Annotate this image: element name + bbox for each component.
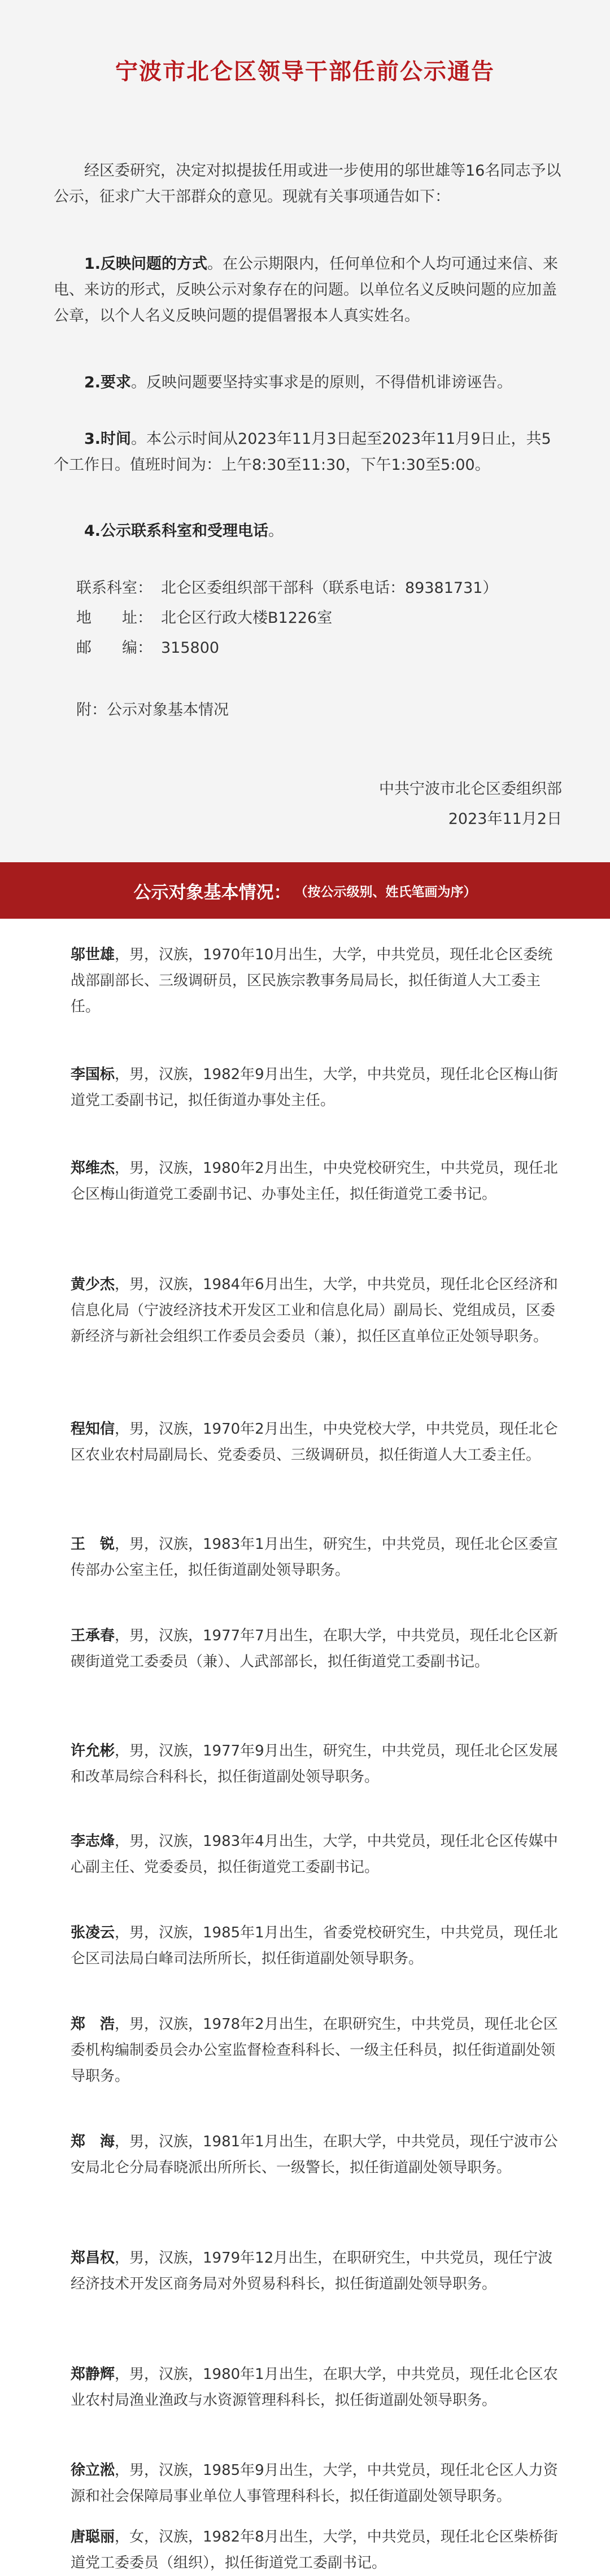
person-entry: [71, 2129, 559, 2181]
person-desc: ，男，汉族，1979年12月出生，在职研究生，中共党员，现任宁波经济技术开发区商务局对外贸易科科长，拟任街道副处领导职务。: [71, 2250, 553, 2293]
person-entry: [71, 2457, 559, 2509]
person-name: 张凌云: [71, 1924, 115, 1941]
person-entry: [71, 1920, 559, 1972]
person-desc: ，男，汉族，1977年7月出生，在职大学，中共党员，现任北仑区新碶街道党工委委员（兼）、人武部部长，拟任街道党工委副书记。: [71, 1627, 558, 1670]
person-desc: ，男，汉族，1985年9月出生，大学，中共党员，现任北仑区人力资源和社会保障局事业单位人事管理科科长，拟任街道副处领导职务。: [71, 2462, 558, 2505]
person-name: 郑昌权: [71, 2250, 115, 2267]
person-desc: ，男，汉族，1981年1月出生，在职大学，中共党员，现任宁波市公安局北仑分局春晓派出所所长、一级警长，拟任街道副处领导职务。: [71, 2133, 558, 2176]
contact-value: 北仑区委组织部干部科（联系电话：89381731）: [161, 579, 498, 597]
contact-address: [76, 607, 332, 630]
person-desc: ，女，汉族，1982年8月出生，大学，中共党员，现任北仑区柴桥街道党工委委员（组织），拟任街道党工委副书记。: [71, 2529, 558, 2571]
person-entry: [71, 1623, 559, 1675]
contact-label: 邮 编：: [76, 639, 152, 657]
person-name: 李志烽: [71, 1833, 115, 1850]
person-entry: [71, 2011, 559, 2089]
banner-subtitle: （按公示级别、姓氏笔画为序）: [294, 884, 477, 900]
person-name: 郑维杰: [71, 1160, 115, 1177]
section-heading: 3.时间: [84, 430, 132, 448]
person-name: 王 锐: [71, 1536, 115, 1553]
person-desc: ，男，汉族，1980年2月出生，中央党校研究生，中共党员，现任北仑区梅山街道党工委副书记、办事处主任，拟任街道党工委书记。: [71, 1160, 558, 1203]
person-name: 郑 浩: [71, 2016, 115, 2033]
section-body: 。本公示时间从2023年11月3日起至2023年11月9日止，共5个工作日。值班时间为：上午8:30至11:30，下午1:30至5:00。: [54, 430, 551, 474]
person-entry: [71, 942, 559, 1020]
section-body: 。在公示期限内，任何单位和个人均可通过来信、来电、来访的形式，反映公示对象存在的问题。以单位名义反映问题的应加盖公章，以个人名义反映问题的提倡署报本人真实姓名。: [54, 255, 559, 325]
contact-dept: [76, 577, 498, 600]
section-2: [54, 370, 562, 396]
person-name: 李国标: [71, 1066, 115, 1083]
person-desc: ，男，汉族，1970年2月出生，中央党校大学，中共党员，现任北仑区农业农村局副局长、党委委员、三级调研员，拟任街道人大工委主任。: [71, 1421, 558, 1464]
person-name: 唐聪丽: [71, 2529, 115, 2546]
person-name: 邬世雄: [71, 946, 115, 963]
person-entry: [71, 1738, 559, 1790]
person-entry: [71, 2361, 559, 2413]
person-desc: ，男，汉族，1978年2月出生，在职研究生，中共党员，现任北仑区委机构编制委员会办公室监督检查科科长、一级主任科员，拟任街道副处领导职务。: [71, 2016, 558, 2085]
contact-value: 315800: [161, 639, 220, 657]
person-name: 程知信: [71, 1421, 115, 1438]
people-banner: [0, 862, 610, 919]
person-name: 黄少杰: [71, 1276, 115, 1293]
page-title: 宁波市北仑区领导干部任前公示通告: [115, 59, 495, 85]
person-name: 王承春: [71, 1627, 115, 1644]
person-entry: [71, 1416, 559, 1468]
section-4: [54, 518, 562, 544]
section-heading: 4.公示联系科室和受理电话: [84, 522, 269, 540]
section-body: 。反映问题要坚持实事求是的原则，不得借机诽谤诬告。: [131, 374, 513, 391]
person-name: 徐立淞: [71, 2462, 115, 2479]
person-entry: [71, 1272, 559, 1350]
section-1: [54, 251, 562, 329]
attachment-note: 附：公示对象基本情况: [76, 701, 229, 719]
section-heading: 2.要求: [84, 374, 132, 391]
person-desc: ，男，汉族，1970年10月出生，大学，中共党员，现任北仑区委统战部副部长、三级调研员，区民族宗教事务局局长，拟任街道人大工委主任。: [71, 946, 553, 1015]
person-desc: ，男，汉族，1984年6月出生，大学，中共党员，现任北仑区经济和信息化局（宁波经济技术开发区工业和信息化局）副局长、党组成员，区委新经济与新社会组织工作委员会委员（兼），拟任区直单位正处领导职务。: [71, 1276, 558, 1345]
person-entry: [71, 2245, 559, 2297]
person-entry: [71, 2524, 559, 2576]
person-desc: ，男，汉族，1980年1月出生，在职大学，中共党员，现任北仑区农业农村局渔业渔政与水资源管理科科长，拟任街道副处领导职务。: [71, 2366, 558, 2409]
person-entry: [71, 1155, 559, 1207]
contact-postcode: [76, 637, 219, 660]
contact-label: 联系科室：: [76, 579, 152, 597]
signature-org: 中共宁波市北仑区委组织部: [379, 780, 562, 798]
person-desc: ，男，汉族，1983年4月出生，大学，中共党员，现任北仑区传媒中心副主任、党委委员，拟任街道党工委副书记。: [71, 1833, 558, 1876]
person-entry: [71, 1828, 559, 1880]
person-name: 许允彬: [71, 1743, 115, 1759]
signature-date: 2023年11月2日: [448, 810, 562, 828]
person-desc: ，男，汉族，1985年1月出生，省委党校研究生，中共党员，现任北仑区司法局白峰司法所所长，拟任街道副处领导职务。: [71, 1924, 558, 1967]
contact-value: 北仑区行政大楼B1226室: [161, 609, 333, 627]
section-heading: 1.反映问题的方式: [84, 255, 208, 273]
person-desc: ，男，汉族，1977年9月出生，研究生，中共党员，现任北仑区发展和改革局综合科科长，拟任街道副处领导职务。: [71, 1743, 558, 1785]
person-name: 郑 海: [71, 2133, 115, 2150]
section-3: [54, 426, 562, 478]
person-name: 郑静辉: [71, 2366, 115, 2383]
intro-paragraph: 经区委研究，决定对拟提拔任用或进一步使用的邬世雄等16名同志予以公示，征求广大干部群众的意见。现就有关事项通告如下：: [54, 162, 561, 206]
person-entry: [71, 1062, 559, 1114]
person-desc: ，男，汉族，1982年9月出生，大学，中共党员，现任北仑区梅山街道党工委副书记，拟任街道办事处主任。: [71, 1066, 558, 1109]
section-body: 。: [268, 522, 284, 540]
notice-section: [0, 0, 610, 862]
person-desc: ，男，汉族，1983年1月出生，研究生，中共党员，现任北仑区委宣传部办公室主任，拟任街道副处领导职务。: [71, 1536, 558, 1579]
contact-label: 地 址：: [76, 609, 152, 627]
person-entry: [71, 1531, 559, 1583]
banner-title: 公示对象基本情况：: [133, 882, 291, 903]
